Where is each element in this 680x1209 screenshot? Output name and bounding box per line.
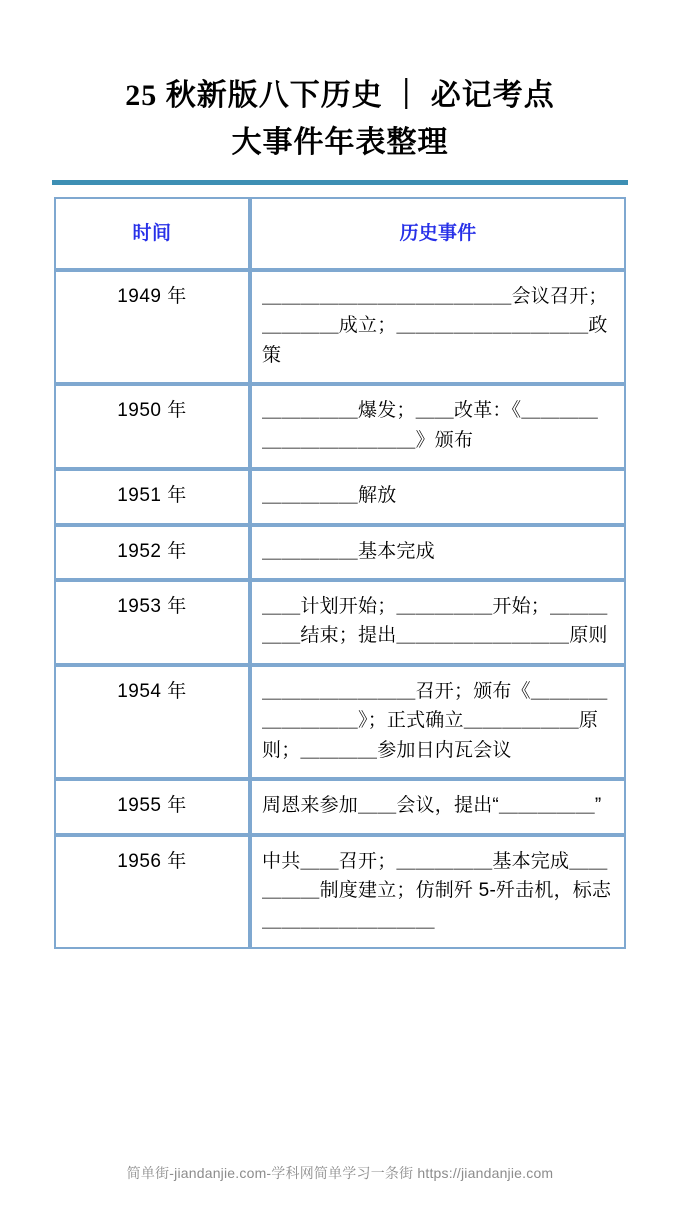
table-header-event: 历史事件 (250, 197, 626, 270)
events-table (54, 197, 626, 949)
row-event: ＿＿计划开始；＿＿＿＿＿开始；＿＿＿＿＿结束；提出＿＿＿＿＿＿＿＿＿原则 (250, 580, 626, 665)
row-event: 中共＿＿召开；＿＿＿＿＿基本完成＿＿＿＿＿制度建立；仿制歼 5-歼击机，标志＿＿＿＿＿＿＿＿＿ (250, 835, 626, 949)
table-row (54, 384, 626, 469)
table-row (54, 665, 626, 779)
row-time: 1953 年 (54, 580, 250, 665)
row-event: ＿＿＿＿＿＿＿＿＿＿＿＿＿会议召开；＿＿＿＿成立；＿＿＿＿＿＿＿＿＿＿政策 (250, 270, 626, 384)
table-header-time: 时间 (54, 197, 250, 270)
row-time: 1950 年 (54, 384, 250, 469)
row-time: 1954 年 (54, 665, 250, 779)
table-row (54, 525, 626, 580)
footer-watermark: 简单街-jiandanjie.com-学科网简单学习一条街 https://jiandanjie.com (126, 1165, 554, 1181)
row-time: 1951 年 (54, 469, 250, 524)
row-time: 1952 年 (54, 525, 250, 580)
table-row (54, 469, 626, 524)
table-header-row (54, 197, 626, 270)
title-block (0, 0, 680, 164)
row-time: 1956 年 (54, 835, 250, 949)
row-time: 1955 年 (54, 779, 250, 834)
row-event: ＿＿＿＿＿爆发；＿＿改革：《＿＿＿＿＿＿＿＿＿＿＿＿》颁布 (250, 384, 626, 469)
row-event: ＿＿＿＿＿基本完成 (250, 525, 626, 580)
row-event: ＿＿＿＿＿＿＿＿召开；颁布《＿＿＿＿＿＿＿＿＿》；正式确立＿＿＿＿＿＿原则；＿＿＿＿参加日内瓦会议 (250, 665, 626, 779)
table-row (54, 835, 626, 949)
row-time: 1949 年 (54, 270, 250, 384)
title-divider (52, 180, 628, 185)
table-row (54, 270, 626, 384)
page-title-line2: 大事件年表整理 (231, 126, 449, 159)
page-title-line1: 25 秋新版八下历史 ｜ 必记考点 (125, 79, 555, 112)
events-table-body (54, 197, 626, 949)
row-event: 周恩来参加＿＿会议，提出“＿＿＿＿＿” (250, 779, 626, 834)
table-row (54, 779, 626, 834)
row-event: ＿＿＿＿＿解放 (250, 469, 626, 524)
table-row (54, 580, 626, 665)
